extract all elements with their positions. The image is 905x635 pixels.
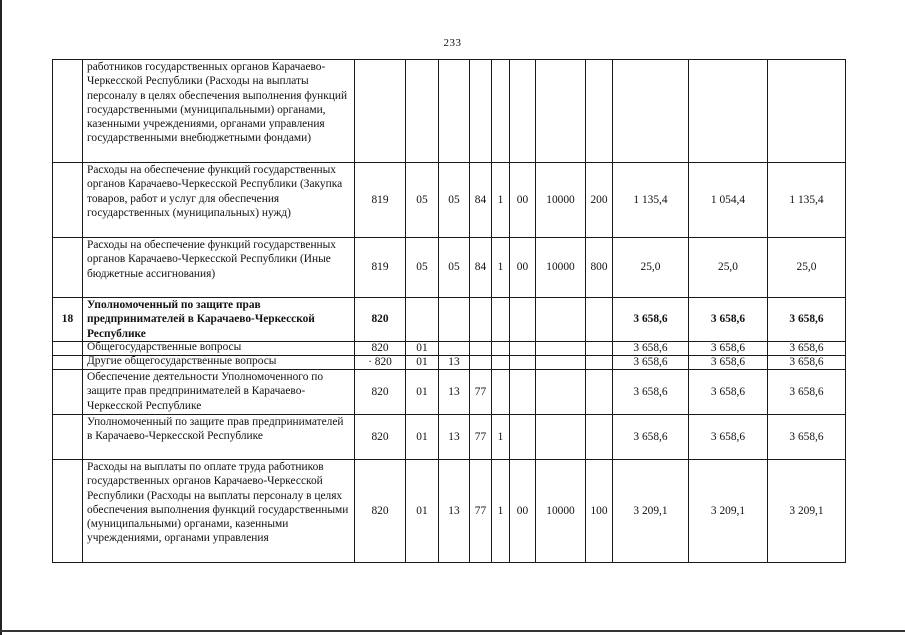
expense-type-code: 200 xyxy=(586,163,613,238)
expense-type-code xyxy=(586,356,613,370)
amount-year-3: 3 658,6 xyxy=(768,356,846,370)
direction-code xyxy=(536,60,586,163)
direction-code xyxy=(536,370,586,415)
row-name: Обеспечение деятельности Уполномоченного по защите прав предпринимателей в Карачаево-Черкесской Республике xyxy=(83,370,355,415)
subprogram-code xyxy=(492,356,510,370)
amount-year-3: 3 658,6 xyxy=(768,370,846,415)
amount-year-3: 3 658,6 xyxy=(768,298,846,342)
table-row xyxy=(53,460,846,563)
ministry-code: 819 xyxy=(355,238,406,298)
table-row xyxy=(53,238,846,298)
amount-year-2 xyxy=(689,60,768,163)
event-code xyxy=(510,298,536,342)
expense-type-code: 800 xyxy=(586,238,613,298)
row-index xyxy=(53,342,83,356)
section-code: 01 xyxy=(406,415,439,460)
row-name: Уполномоченный по защите прав предпринимателей в Карачаево-Черкесской Республике xyxy=(83,298,355,342)
expense-type-code: 100 xyxy=(586,460,613,563)
subsection-code: 13 xyxy=(439,370,470,415)
section-code: 01 xyxy=(406,460,439,563)
subprogram-code xyxy=(492,342,510,356)
row-index xyxy=(53,415,83,460)
amount-year-1: 3 209,1 xyxy=(613,460,689,563)
subsection-code: 05 xyxy=(439,238,470,298)
amount-year-3: 3 209,1 xyxy=(768,460,846,563)
amount-year-1: 3 658,6 xyxy=(613,342,689,356)
row-name: работников государственных органов Карачаево-Черкесской Республики (Расходы на выплаты персоналу в целях обеспечения выполнения функций государственными (муниципальными) органами, казенными учреждениями, органами управления государственными внебюджетными фондами) xyxy=(83,60,355,163)
subprogram-code: 1 xyxy=(492,415,510,460)
amount-year-2: 3 209,1 xyxy=(689,460,768,563)
ministry-code: 820 xyxy=(355,460,406,563)
subsection-code xyxy=(439,342,470,356)
expense-type-code xyxy=(586,298,613,342)
row-name: Общегосударственные вопросы xyxy=(83,342,355,356)
amount-year-1: 25,0 xyxy=(613,238,689,298)
amount-year-1: 1 135,4 xyxy=(613,163,689,238)
subprogram-code xyxy=(492,60,510,163)
subsection-code: 13 xyxy=(439,415,470,460)
scan-bottom-edge xyxy=(0,630,905,632)
subsection-code xyxy=(439,60,470,163)
subprogram-code: 1 xyxy=(492,163,510,238)
subsection-code xyxy=(439,298,470,342)
program-code xyxy=(470,342,492,356)
table-row xyxy=(53,356,846,370)
amount-year-2: 1 054,4 xyxy=(689,163,768,238)
ministry-code: 820 xyxy=(355,370,406,415)
amount-year-3: 25,0 xyxy=(768,238,846,298)
amount-year-2: 3 658,6 xyxy=(689,370,768,415)
event-code: 00 xyxy=(510,238,536,298)
row-name: Расходы на обеспечение функций государственных органов Карачаево-Черкесской Республики (Иные бюджетные ассигнования) xyxy=(83,238,355,298)
section-code: 05 xyxy=(406,163,439,238)
event-code xyxy=(510,415,536,460)
ministry-code: 820 xyxy=(355,298,406,342)
table-row xyxy=(53,415,846,460)
event-code xyxy=(510,342,536,356)
amount-year-3: 1 135,4 xyxy=(768,163,846,238)
scan-left-edge xyxy=(0,0,2,635)
row-name: Расходы на выплаты по оплате труда работников государственных органов Карачаево-Черкесской Республики (Расходы на выплаты персоналу в целях обеспечения выполнения функций государственными (муниципальными) органами, казенными учреждениями, органами управления xyxy=(83,460,355,563)
amount-year-1: 3 658,6 xyxy=(613,356,689,370)
ministry-code xyxy=(355,60,406,163)
row-index: 18 xyxy=(53,298,83,342)
event-code xyxy=(510,60,536,163)
row-index xyxy=(53,238,83,298)
amount-year-2: 3 658,6 xyxy=(689,342,768,356)
section-code: 05 xyxy=(406,238,439,298)
program-code xyxy=(470,356,492,370)
table-row xyxy=(53,163,846,238)
row-name: Другие общегосударственные вопросы xyxy=(83,356,355,370)
row-index xyxy=(53,356,83,370)
table-row xyxy=(53,60,846,163)
subprogram-code: 1 xyxy=(492,460,510,563)
row-name: Расходы на обеспечение функций государственных органов Карачаево-Черкесской Республики (Закупка товаров, работ и услуг для обеспечения государственных (муниципальных) нужд) xyxy=(83,163,355,238)
program-code: 84 xyxy=(470,238,492,298)
amount-year-2: 3 658,6 xyxy=(689,415,768,460)
section-code: 01 xyxy=(406,342,439,356)
amount-year-1 xyxy=(613,60,689,163)
table-row xyxy=(53,342,846,356)
expense-type-code xyxy=(586,415,613,460)
event-code: 00 xyxy=(510,163,536,238)
table-row xyxy=(53,298,846,342)
amount-year-2: 3 658,6 xyxy=(689,298,768,342)
subsection-code: 13 xyxy=(439,356,470,370)
amount-year-2: 25,0 xyxy=(689,238,768,298)
program-code xyxy=(470,60,492,163)
ministry-code: 820 xyxy=(355,342,406,356)
row-name: Уполномоченный по защите прав предпринимателей в Карачаево-Черкесской Республике xyxy=(83,415,355,460)
section-code: 01 xyxy=(406,356,439,370)
expense-type-code xyxy=(586,60,613,163)
ministry-code: 820 xyxy=(355,415,406,460)
direction-code: 10000 xyxy=(536,460,586,563)
section-code xyxy=(406,298,439,342)
program-code: 77 xyxy=(470,370,492,415)
table-row xyxy=(53,370,846,415)
direction-code xyxy=(536,356,586,370)
expense-type-code xyxy=(586,342,613,356)
row-index xyxy=(53,460,83,563)
section-code xyxy=(406,60,439,163)
budget-table xyxy=(52,59,846,563)
page-number: 233 xyxy=(443,37,462,49)
program-code: 84 xyxy=(470,163,492,238)
amount-year-1: 3 658,6 xyxy=(613,298,689,342)
row-index xyxy=(53,163,83,238)
amount-year-1: 3 658,6 xyxy=(613,415,689,460)
row-index xyxy=(53,370,83,415)
subprogram-code xyxy=(492,298,510,342)
direction-code xyxy=(536,415,586,460)
program-code: 77 xyxy=(470,415,492,460)
amount-year-2: 3 658,6 xyxy=(689,356,768,370)
section-code: 01 xyxy=(406,370,439,415)
event-code: 00 xyxy=(510,460,536,563)
expense-type-code xyxy=(586,370,613,415)
ministry-code: · 820 xyxy=(355,356,406,370)
subprogram-code xyxy=(492,370,510,415)
subprogram-code: 1 xyxy=(492,238,510,298)
amount-year-3 xyxy=(768,60,846,163)
ministry-code: 819 xyxy=(355,163,406,238)
row-index xyxy=(53,60,83,163)
event-code xyxy=(510,370,536,415)
direction-code: 10000 xyxy=(536,163,586,238)
event-code xyxy=(510,356,536,370)
program-code: 77 xyxy=(470,460,492,563)
amount-year-1: 3 658,6 xyxy=(613,370,689,415)
amount-year-3: 3 658,6 xyxy=(768,342,846,356)
direction-code xyxy=(536,298,586,342)
subsection-code: 13 xyxy=(439,460,470,563)
subsection-code: 05 xyxy=(439,163,470,238)
direction-code xyxy=(536,342,586,356)
direction-code: 10000 xyxy=(536,238,586,298)
amount-year-3: 3 658,6 xyxy=(768,415,846,460)
program-code xyxy=(470,298,492,342)
